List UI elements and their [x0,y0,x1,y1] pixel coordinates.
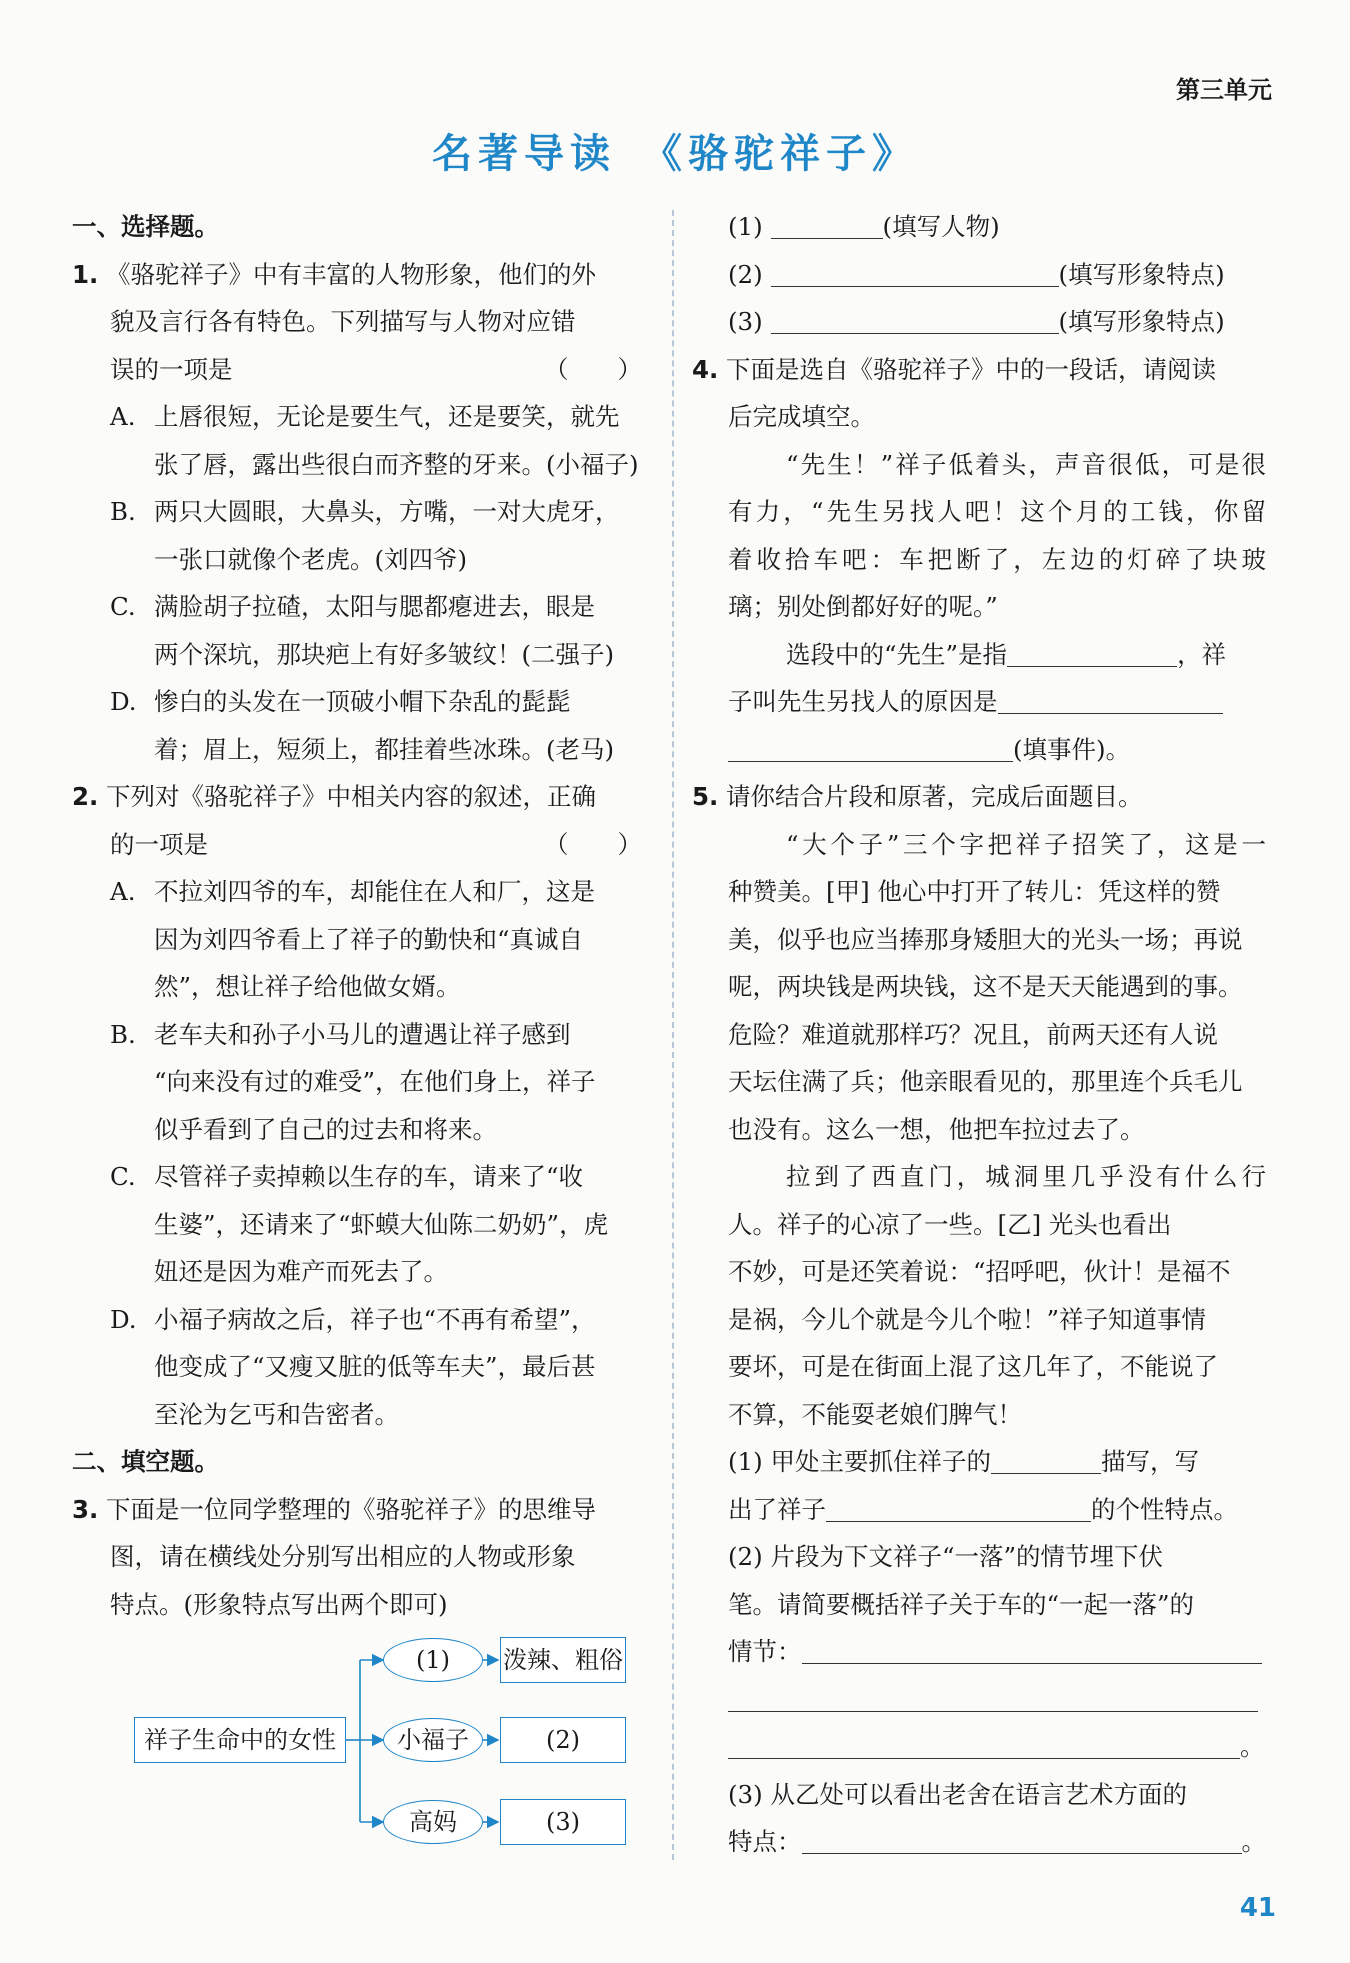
q2-line2: 的一项是 （ ） [72,821,642,869]
q5-passage-2: 种赞美。[甲] 他心中打开了转儿：凭这样的赞 [728,877,1221,906]
q3-line3: 特点。(形象特点写出两个即可) [110,1589,448,1619]
q3-line1: 3. 下面是一位同学整理的《骆驼祥子》的思维导 [72,1486,642,1534]
q1-number: 1. [72,259,99,289]
q5-passage-5: 危险？难道就那样巧？况且，前两天还有人说 [728,1019,1218,1049]
q5-blank-plot-2[interactable] [728,1685,1258,1712]
q4-fill-2: 子叫先生另找人的原因是 [728,678,1266,726]
marker-yi: 乙 [1007,1209,1032,1239]
q1-option-b-cont: 一张口就像个老虎。(刘四爷) [154,544,468,574]
q2-option-b[interactable]: B. 老车夫和孙子小马儿的遭遇让祥子感到 [110,1019,571,1049]
q4-blank-reason[interactable] [998,687,1223,714]
q3-blank-2[interactable] [771,260,1059,287]
mind-map-leaf-3[interactable]: (3) [500,1799,626,1845]
q3-answer-2: (2) (填写形象特点) [728,259,1225,289]
q5-line1: 5. 请你结合片段和原著，完成后面题目。 [692,773,1266,821]
q2-option-c-cont2: 妞还是因为难产而死去了。 [154,1257,448,1286]
mind-map-node-3: 高妈 [383,1800,483,1844]
q1-option-d[interactable]: D. 惨白的头发在一顶破小帽下杂乱的髭髭 [110,687,571,716]
q2-option-d-cont2: 至沦为乞丐和告密者。 [154,1399,399,1429]
q2-option-a[interactable]: A. 不拉刘四爷的车，却能住在人和厂，这是 [110,877,595,906]
q1-line3: 误的一项是 （ ） [72,346,642,394]
q5-passage-3: 美，似乎也应当捧那身矮胆大的光头一场；再说 [728,924,1243,954]
q3-line2: 图，请在横线处分别写出相应的人物或形象 [110,1542,576,1571]
q2-number: 2. [72,782,99,811]
q5-passage-13: 不算，不能耍老娘们脾气！ [728,1399,1022,1429]
q1-option-c[interactable]: C. 满脸胡子拉碴，太阳与腮都瘪进去，眼是 [110,592,595,621]
q5-sub1-line2: 出了祥子 的个性特点。 [728,1494,1238,1524]
mind-map-leaf-2[interactable]: (2) [500,1717,626,1763]
mind-map-diagram [128,1630,648,1850]
q4-line2: 后完成填空。 [728,402,875,431]
q5-sub2-line1: (2) 片段为下文祥子“一落”的情节埋下伏 [728,1542,1164,1571]
q5-blank-language[interactable] [802,1827,1242,1854]
q4-blank-teacher[interactable] [1007,640,1177,667]
q5-sub2-line5: 。 [728,1723,1266,1771]
unit-label: 第三单元 [1176,76,1272,104]
q1-line2: 貌及言行各有特色。下列描写与人物对应错 [110,307,576,336]
q4-line1: 4. 下面是选自《骆驼祥子》中的一段话，请阅读 [692,346,1266,394]
q5-sub2-line3: 情节： [728,1628,1266,1676]
q4-passage-1: “先生！”祥子低着头，声音很低，可是很 [786,449,1266,479]
q5-sub3-line2: 特点： 。 [728,1827,1266,1856]
q5-blank-description[interactable] [991,1447,1101,1474]
q4-passage-3: 着收拾车吧：车把断了，左边的灯碎了块玻 [728,544,1266,574]
right-column [692,203,1266,1866]
q4-fill-1: 选段中的“先生”是指 ，祥 [786,639,1227,669]
left-column [72,203,642,1628]
q5-passage-4: 呢，两块钱是两块钱，这不是天天能遇到的事。 [728,972,1243,1001]
q2-line1: 2. 下列对《骆驼祥子》中相关内容的叙述，正确 [72,773,642,821]
section-fill-title: 二、填空题。 [72,1447,219,1476]
q5-passage-6: 天坛住满了兵；他亲眼看见的，那里连个兵毛儿 [728,1067,1243,1096]
q5-passage-10: 不妙，可是还笑着说：“招呼吧，伙计！是福不 [728,1257,1231,1286]
q3-blank-3[interactable] [771,307,1059,334]
mind-map-node-1: (1) [383,1638,483,1682]
section-choice-title: 一、选择题。 [72,212,219,241]
q2-option-a-cont2: 然”，想让祥子给他做女婿。 [154,972,461,1001]
q5-blank-trait[interactable] [826,1495,1091,1522]
q5-passage-1: “大个子”三个字把祥子招笑了，这是一 [786,829,1266,859]
q1-answer-paren[interactable]: （ ） [544,354,642,384]
q5-sub3-line1: (3) 从乙处可以看出老舍在语言艺术方面的 [728,1779,1187,1809]
q1-option-d-cont: 着；眉上，短须上，都挂着些冰珠。(老马) [154,734,615,764]
q3-answer-3: (3) (填写形象特点) [728,307,1225,336]
q4-fill-3: (填事件)。 [728,726,1266,774]
q2-option-d[interactable]: D. 小福子病故之后，祥子也“不再有希望”， [110,1304,596,1334]
q5-passage-8: 拉到了西直门，城洞里几乎没有什么行 [786,1162,1266,1191]
q5-passage-11: 是祸，今儿个就是今儿个啦！”祥子知道事情 [728,1304,1207,1334]
q4-blank-reason-cont[interactable] [728,735,1013,762]
q4-number: 4. [692,354,719,384]
q1-line1: 1. 《骆驼祥子》中有丰富的人物形象，他们的外 [72,251,642,299]
q2-option-c[interactable]: C. 尽管祥子卖掉赖以生存的车，请来了“收 [110,1162,584,1191]
q5-blank-plot-1[interactable] [802,1637,1262,1664]
q5-passage-12: 要坏，可是在街面上混了这几年了，不能说了 [728,1352,1218,1381]
mind-map-leaf-1: 泼辣、粗俗 [500,1637,626,1683]
q1-option-a-cont: 张了唇，露出些很白而齐整的牙来。(小福子) [154,449,639,479]
q5-number: 5. [692,782,719,811]
q5-passage-7: 也没有。这么一想，他把车拉过去了。 [728,1114,1145,1144]
q1-option-c-cont: 两个深坑，那块疤上有好多皱纹！(二强子) [154,639,615,669]
q2-option-c-cont: 生婆”，还请来了“虾蟆大仙陈二奶奶”，虎 [154,1209,609,1239]
page-title: 名著导读 《骆驼祥子》 [432,130,918,177]
q2-option-b-cont2: 似乎看到了自己的过去和将来。 [154,1114,497,1144]
q3-blank-1[interactable] [771,212,883,239]
mind-map-node-2: 小福子 [383,1718,483,1762]
marker-jia: 甲 [835,877,861,906]
q2-option-d-cont: 他变成了“又瘦又脏的低等车夫”，最后甚 [154,1352,596,1381]
q3-answer-1: (1) (填写人物) [728,212,1000,241]
q3-number: 3. [72,1494,99,1524]
q1-option-b[interactable]: B. 两只大圆眼，大鼻头，方嘴，一对大虎牙， [110,497,620,526]
q2-answer-paren[interactable]: （ ） [544,829,642,859]
q4-passage-4: 璃；别处倒都好好的呢。” [728,592,998,621]
q4-passage-2: 有力，“先生另找人吧！这个月的工钱，你留 [728,497,1266,526]
q1-option-a[interactable]: A. 上唇很短，无论是要生气，还是要笑，就先 [110,402,620,431]
q2-option-b-cont: “向来没有过的难受”，在他们身上，祥子 [154,1067,596,1096]
q5-sub1-line1: (1) 甲处主要抓住祥子的 描写，写 [728,1447,1199,1476]
q5-sub2-line4 [728,1676,1266,1724]
column-divider [672,210,674,1860]
q5-passage-9: 人。祥子的心凉了一些。[乙] 光头也看出 [728,1209,1172,1239]
q5-blank-plot-3[interactable] [728,1732,1240,1759]
page-number: 41 [1239,1893,1276,1923]
q5-sub2-line2: 笔。请简要概括祥子关于车的“一起一落”的 [728,1589,1195,1619]
q2-option-a-cont: 因为刘四爷看上了祥子的勤快和“真诚自 [154,924,584,954]
mind-map-root: 祥子生命中的女性 [134,1717,346,1763]
